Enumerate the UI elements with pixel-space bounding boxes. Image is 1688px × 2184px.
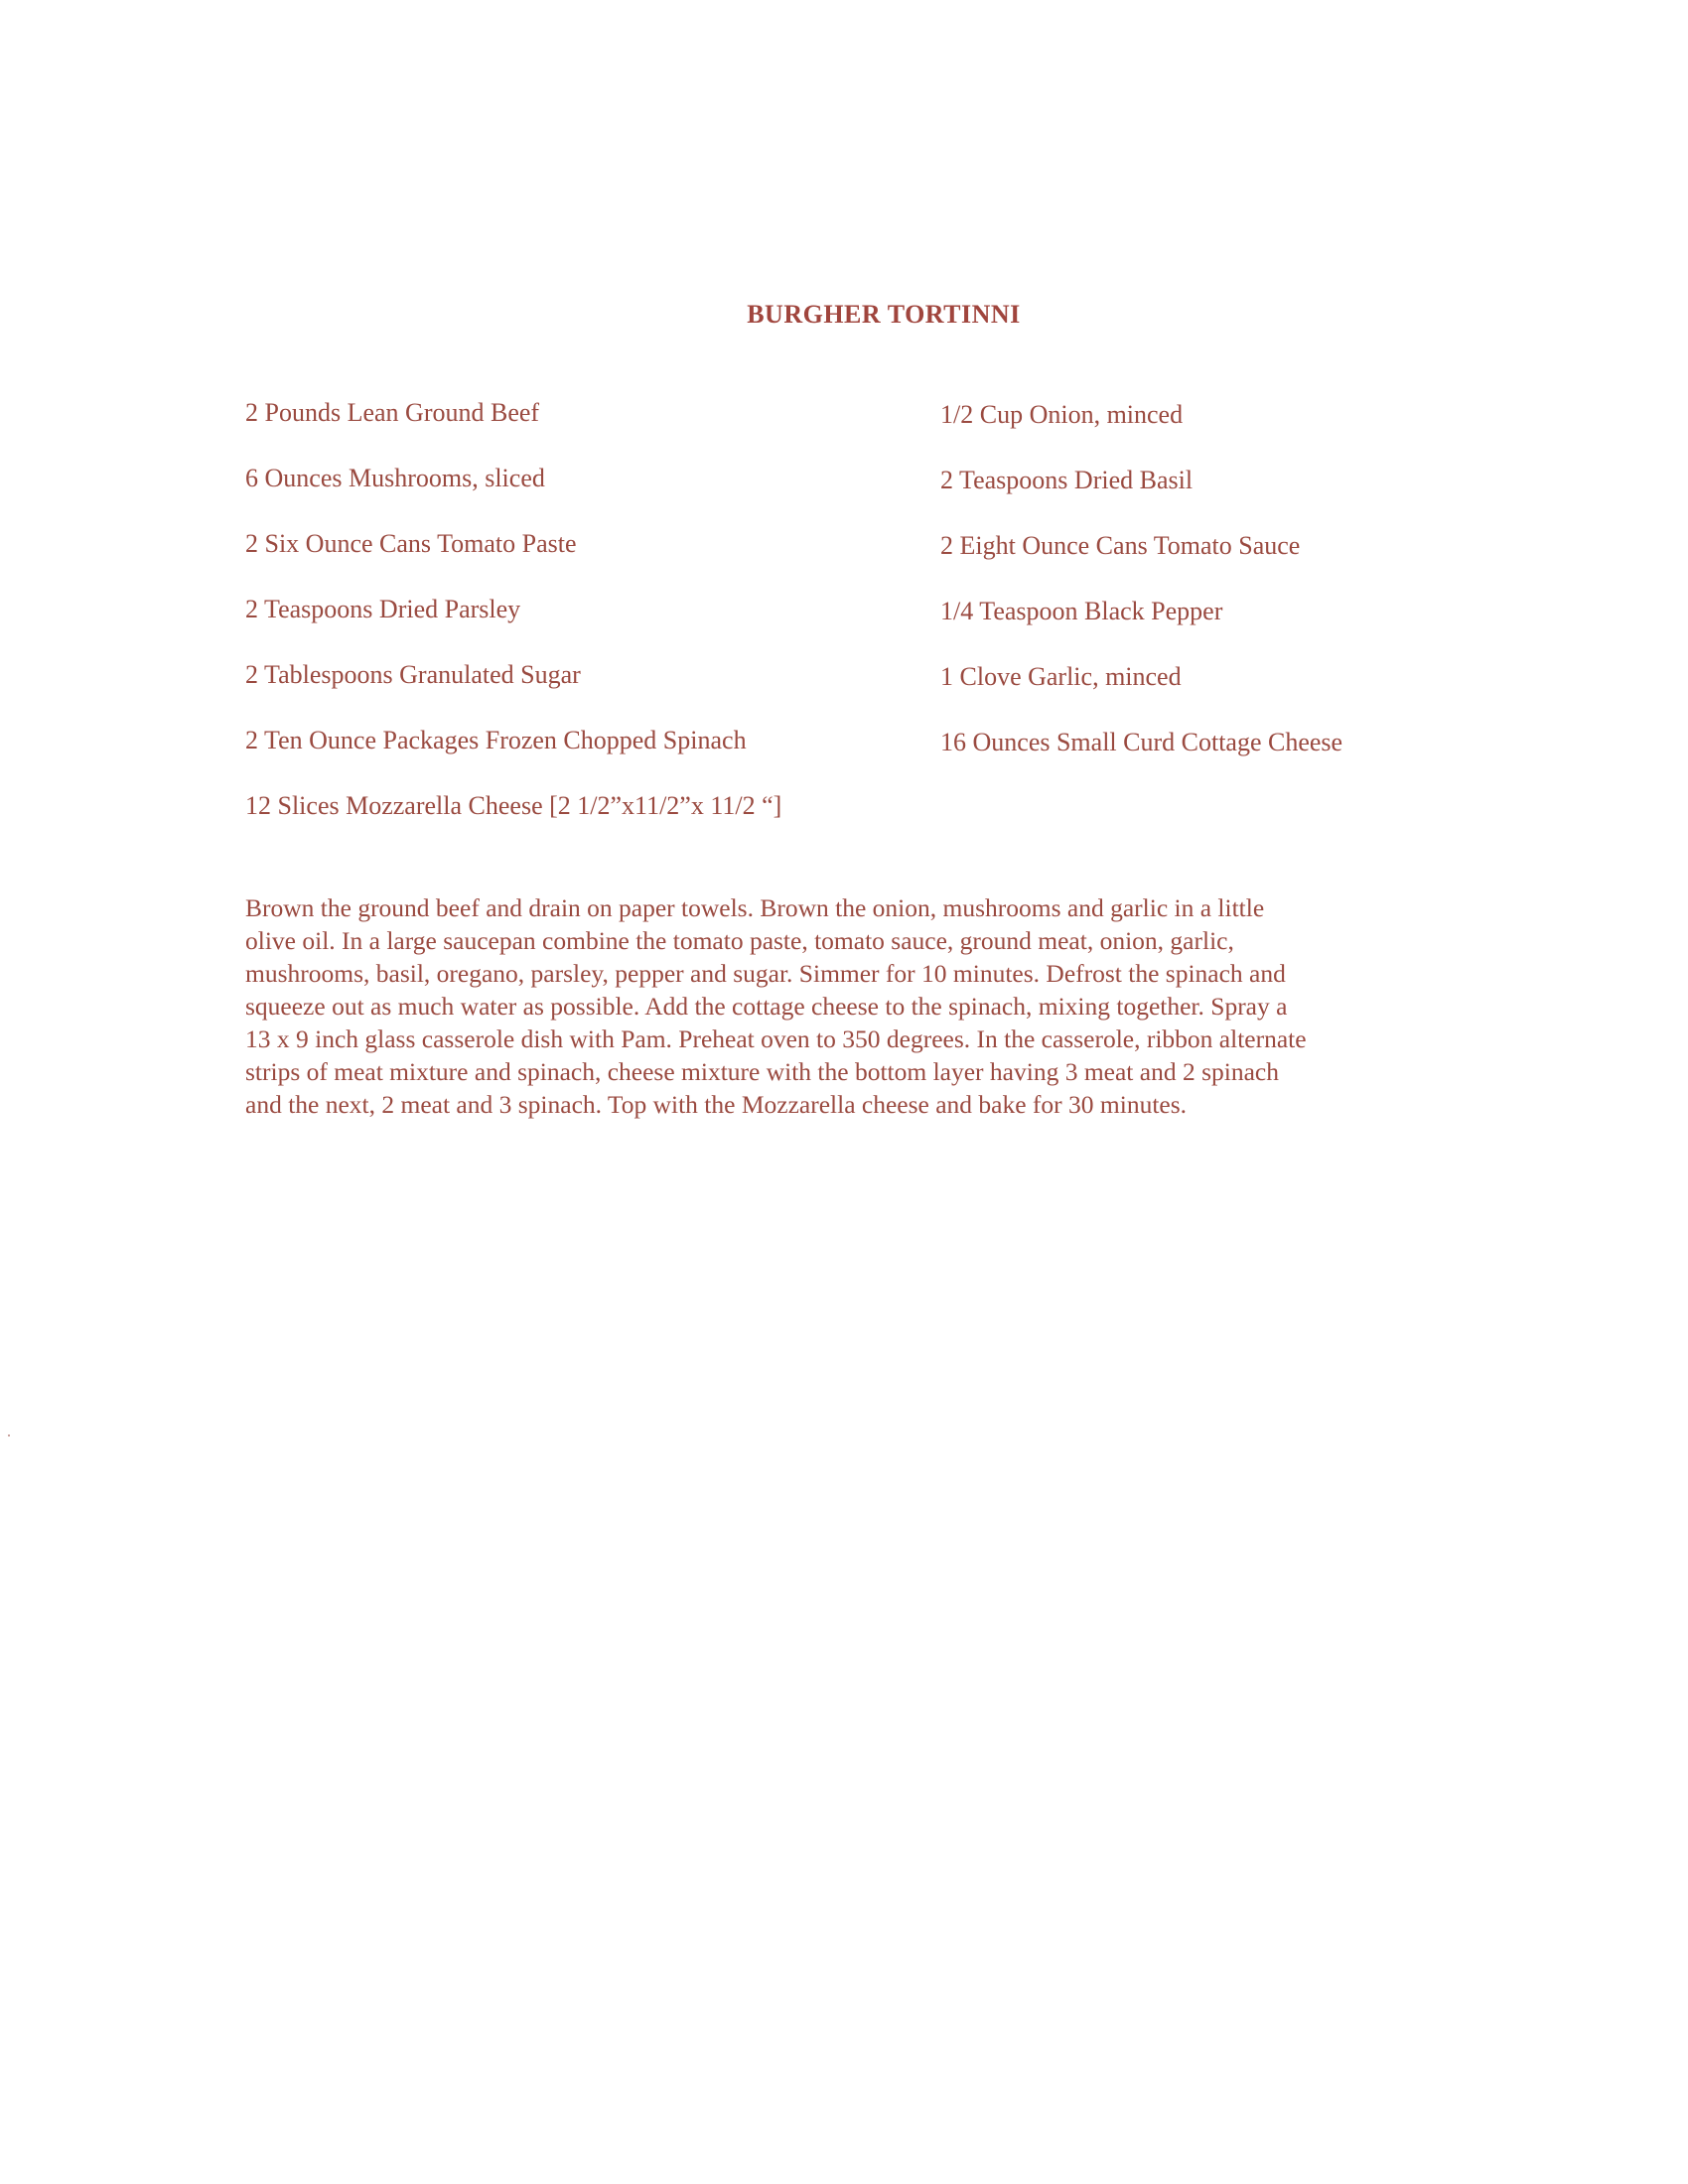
ingredient-item: 1/4 Teaspoon Black Pepper — [940, 597, 1223, 625]
ingredient-item: 2 Six Ounce Cans Tomato Paste — [245, 529, 577, 558]
ingredient-row — [245, 528, 1486, 594]
instruction-line: olive oil. In a large saucepan combine the tomato paste, tomato sauce, ground meat, onion, garlic, — [245, 926, 1234, 955]
ingredient-row — [245, 463, 1486, 528]
ingredient-item: 16 Ounces Small Curd Cottage Cheese — [940, 728, 1343, 756]
instruction-line: squeeze out as much water as possible. Add the cottage cheese to the spinach, mixing together. Spray a — [245, 992, 1288, 1021]
ingredient-item: 2 Teaspoons Dried Parsley — [245, 595, 521, 623]
ingredient-item — [940, 790, 1477, 792]
ingredient-item: 6 Ounces Mushrooms, sliced — [245, 464, 545, 492]
ingredient-item: 12 Slices Mozzarella Cheese [2 1/2”x11/2”x 11/2 “] — [245, 791, 782, 820]
ingredient-item: 2 Eight Ounce Cans Tomato Sauce — [940, 531, 1301, 560]
ingredient-row — [245, 725, 1486, 790]
ingredient-item: 1/2 Cup Onion, minced — [940, 400, 1184, 429]
ingredient-row — [245, 397, 1486, 463]
ingredients-list — [245, 397, 1486, 856]
ingredient-item: 2 Teaspoons Dried Basil — [940, 466, 1194, 494]
recipe-title: BURGHER TORTINNI — [747, 300, 1021, 329]
ingredient-row — [245, 594, 1486, 659]
ingredient-item: 2 Ten Ounce Packages Frozen Chopped Spinach — [245, 726, 747, 754]
instruction-line: strips of meat mixture and spinach, cheese mixture with the bottom layer having 3 meat and 2 spinach — [245, 1057, 1279, 1086]
ingredient-row — [245, 659, 1486, 725]
ingredient-item: 1 Clove Garlic, minced — [940, 662, 1182, 691]
scan-speck — [8, 1434, 10, 1436]
instruction-line: 13 x 9 inch glass casserole dish with Pam. Preheat oven to 350 degrees. In the casserole, ribbon alternate — [245, 1024, 1307, 1053]
recipe-instructions — [245, 891, 1447, 1121]
instruction-line: Brown the ground beef and drain on paper towels. Brown the onion, mushrooms and garlic in a little — [245, 893, 1265, 922]
instruction-line: and the next, 2 meat and 3 spinach. Top with the Mozzarella cheese and bake for 30 minutes. — [245, 1090, 1188, 1119]
ingredient-item: 2 Tablespoons Granulated Sugar — [245, 660, 581, 689]
instruction-line: mushrooms, basil, oregano, parsley, pepper and sugar. Simmer for 10 minutes. Defrost the spinach and — [245, 959, 1286, 988]
ingredient-row — [245, 790, 1486, 856]
ingredient-item: 2 Pounds Lean Ground Beef — [245, 398, 540, 427]
